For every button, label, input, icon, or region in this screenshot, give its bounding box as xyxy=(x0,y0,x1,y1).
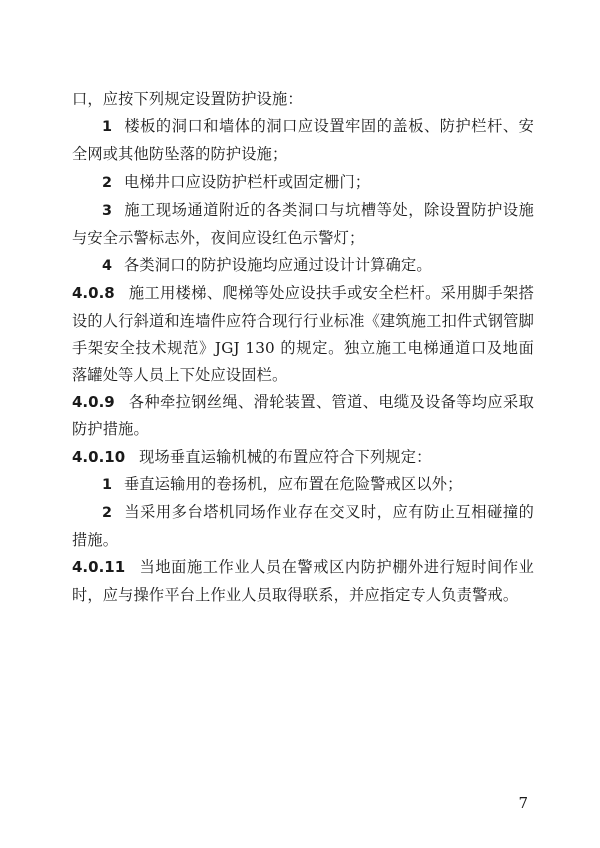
list-item xyxy=(72,471,534,499)
section-number: 4.0.9 xyxy=(72,393,115,412)
section-number: 4.0.8 xyxy=(72,284,115,303)
list-item-number: 2 xyxy=(102,174,113,191)
list-item-text: 垂直运输用的卷扬机，应布置在危险警戒区以外； xyxy=(124,474,463,493)
section-number: 4.0.11 xyxy=(72,558,126,577)
section-text: 当地面施工作业人员在警戒区内防护棚外进行短时间作业时，应与操作平台上作业人员取得联系，并应指定专人负责警戒。 xyxy=(72,558,534,604)
list-item-number: 1 xyxy=(102,476,113,493)
list-item xyxy=(72,499,534,554)
list-item xyxy=(72,252,534,280)
section-number: 4.0.10 xyxy=(72,447,126,466)
section-text: 现场垂直运输机械的布置应符合下列规定： xyxy=(139,447,432,466)
section-text: 施工用楼梯、爬梯等处应设扶手或安全栏杆。采用脚手架搭设的人行斜道和连墙件应符合现行行业标准《建筑施工扣件式钢管脚手架安全技术规范》JGJ 130 的规定。独立施工电梯通道口及地面落罐处等人员上下处应设固栏。 xyxy=(72,284,534,385)
paragraph-text: 口，应按下列规定设置防护设施： xyxy=(72,90,303,108)
section-paragraph xyxy=(72,444,534,471)
list-item-text: 各类洞口的防护设施均应通过设计计算确定。 xyxy=(124,256,432,275)
list-item-number: 1 xyxy=(102,119,113,136)
section-paragraph xyxy=(72,389,534,443)
list-item-text: 楼板的洞口和墙体的洞口应设置牢固的盖板、防护栏杆、安全网或其他防坠落的防护设施； xyxy=(72,117,534,164)
paragraph-continuation xyxy=(72,86,534,113)
list-item-number: 4 xyxy=(102,258,113,275)
list-item xyxy=(72,113,534,168)
list-item-text: 电梯井口应设防护栏杆或固定栅门； xyxy=(124,172,371,191)
list-item xyxy=(72,169,534,197)
list-item-text: 施工现场通道附近的各类洞口与坑槽等处，除设置防护设施与安全示警标志外，夜间应设红色示警灯； xyxy=(72,200,534,248)
list-item-number: 3 xyxy=(102,202,113,219)
list-item-text: 当采用多台塔机同场作业存在交叉时，应有防止互相碰撞的措施。 xyxy=(72,503,534,550)
list-item xyxy=(72,197,534,252)
section-paragraph xyxy=(72,280,534,389)
section-paragraph xyxy=(72,554,534,608)
section-text: 各种牵拉钢丝绳、滑轮装置、管道、电缆及设备等均应采取防护措施。 xyxy=(72,393,534,439)
list-item-number: 2 xyxy=(102,505,113,522)
page-number: 7 xyxy=(518,794,528,812)
page-body xyxy=(72,86,534,609)
